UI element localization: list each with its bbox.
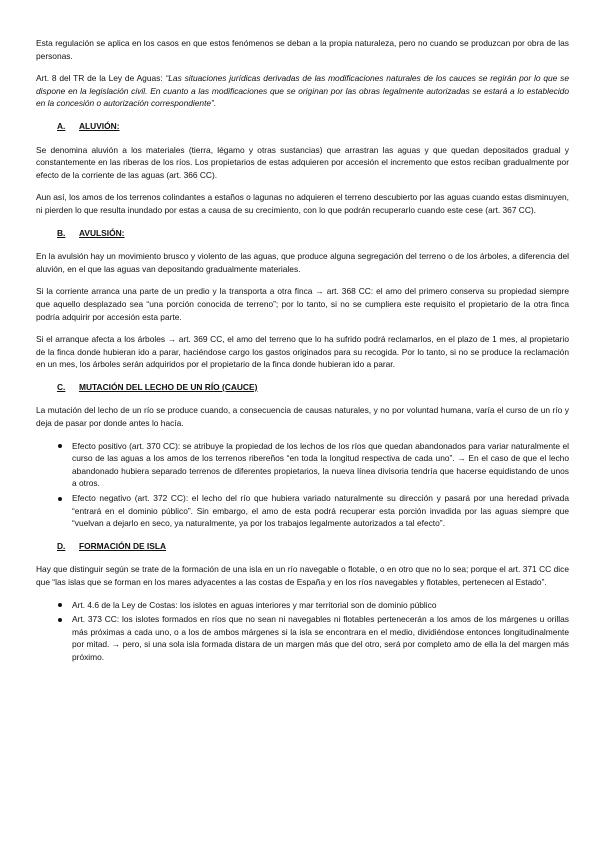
paragraph: Hay que distinguir según se trate de la formación de una isla en un río navegable o flotable, o en otro que no lo sea; porque el art. 371 CC dice que “las islas que se forman en los mares adyacentes a las costas de España y en los ríos navegables y flotables, pertenecen al Estado”.	[36, 564, 569, 587]
section-letter: C.	[57, 381, 66, 392]
bullet-list	[36, 599, 569, 664]
section-title: MUTACIÓN DEL LECHO DE UN RÍO (CAUCE)	[79, 381, 258, 392]
section-letter: A.	[57, 120, 66, 131]
section-title: ALUVIÓN:	[79, 120, 120, 131]
section-title: FORMACIÓN DE ISLA	[79, 540, 167, 551]
paragraph: La mutación del lecho de un río se produce cuando, a consecuencia de causas naturales, y no por voluntad humana, varía el curso de un río y deja de pasar por donde antes lo hacía.	[36, 405, 569, 429]
intro-paragraph: Esta regulación se aplica en los casos en que estos fenómenos se deban a la propia naturaleza, pero no cuando se produzcan por obra de las personas.	[36, 38, 569, 61]
art8-lead: Art. 8 del TR de la Ley de Aguas:	[36, 73, 166, 84]
section-heading-d	[57, 540, 569, 553]
bullet-list	[36, 440, 569, 530]
section-title: AVULSIÓN:	[79, 227, 125, 238]
section-heading-b	[57, 227, 569, 240]
list-item: Efecto positivo (art. 370 CC): se atribuye la propiedad de los lechos de los ríos que quedan abandonados para variar naturalmente el curso de las aguas a los amos de los terrenos ribereños “en toda la longitud respectiva de cada uno”. → En el caso de que el lecho abandonado hubiera separado terrenos de diferentes propietarios, la nueva línea divisoria tendría que hacerse equidistando de unos a otros.	[72, 440, 569, 489]
section-letter: D.	[57, 540, 66, 551]
list-item: Efecto negativo (art. 372 CC): el lecho del río que hubiera variado naturalmente su dirección y pasará por una heredad privada “entrará en el dominio público”. Sin embargo, el amo de esta podrá recuperar esta porción invadida por las aguas siempre que “vuelvan a dejarlo en seco, ya naturalmente, ya por los trabajos legalmente autorizados a tal efecto”.	[72, 493, 569, 529]
art8-paragraph	[36, 72, 569, 110]
paragraph: Si el arranque afecta a los árboles → art. 369 CC, el amo del terreno que lo ha sufrido podrá reclamarlos, en el plazo de 1 mes, al propietario de la finca donde hubieran ido a parar, haciéndose cargo los gastos originados para su recogida. Por lo tanto, si no se produce la reclamación en un mes, los árboles serán adquiridos por el propietario de la finca donde hubieran ido a parar.	[36, 334, 569, 370]
section-heading-a	[57, 120, 569, 133]
section-heading-c	[57, 381, 569, 394]
section-letter: B.	[57, 227, 66, 238]
paragraph: Se denomina aluvión a los materiales (tierra, légamo y otras sustancias) que arrastran las aguas y que quedan depositados gradual y constantemente en las riberas de los ríos. Los propietarios de estas adquieren por accesión el incremento que estos reciban gradualmente por efecto de la corriente de las aguas (art. 366 CC).	[36, 144, 569, 180]
list-item: Art. 4.6 de la Ley de Costas: los islotes en aguas interiores y mar territorial son de dominio público	[72, 599, 569, 612]
art8-quote: “Las situaciones jurídicas derivadas de las modificaciones naturales de los cauces se regirán por lo que se dispone en la legislación civil. En cuanto a las modificaciones que se originan por las obras legalmente autorizadas se estará a lo establecido en la concesión o autorización correspondiente”.	[36, 73, 569, 109]
paragraph: Aun así, los amos de los terrenos colindantes a estaños o lagunas no adquieren el terreno descubierto por las aguas cuando estas disminuyen, ni pierden lo que resulta inundado por estas a causa de su crecimiento, con lo que podrán recuperarlo cuando este cese (art. 367 CC).	[36, 192, 569, 215]
paragraph: En la avulsión hay un movimiento brusco y violento de las aguas, que produce alguna segregación del terreno o de los árboles, a diferencia del aluvión, en el que las aguas van depositando gradualmente materiales.	[36, 251, 569, 274]
list-item: Art. 373 CC: los islotes formados en ríos que no sean ni navegables ni flotables pertenecerán a los amos de los márgenes u orillas más próximas a cada uno, o a los de ambos márgenes si la isla se encontrara en el medio, dividiéndose entonces longitudinalmente por mitad. → pero, si una sola isla formada distara de un margen más que del otro, será por completo amo de ella la del margen más próximo.	[72, 614, 569, 662]
paragraph: Si la corriente arranca una parte de un predio y la transporta a otra finca → art. 368 CC: el amo del primero conserva su propiedad siempre que aquello desplazado sea “una porción conocida de terreno”; por lo tanto, si no se cumpliera este requisito el propietario de la otra finca podría adquirir por accesión esta parte.	[36, 286, 569, 322]
